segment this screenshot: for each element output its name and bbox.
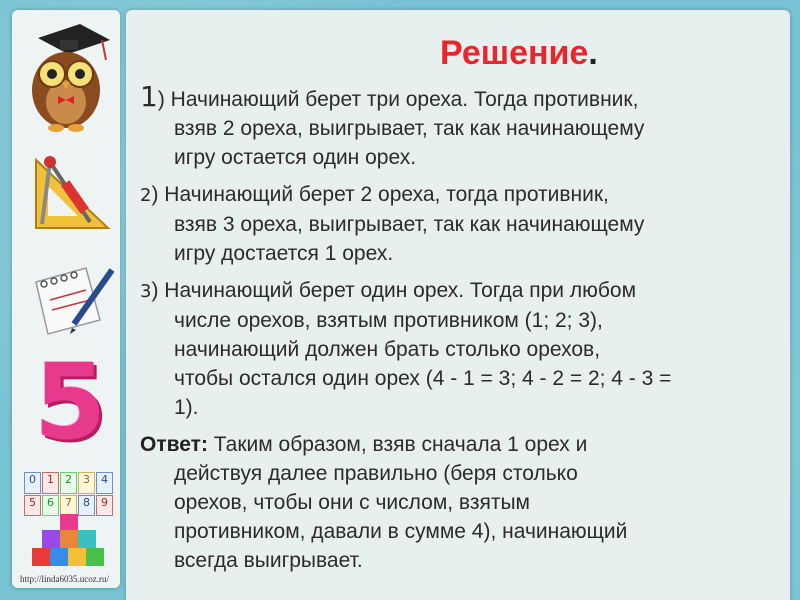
digit-tile: 9 bbox=[96, 495, 113, 517]
line-text: ) Начинающий берет 2 ореха, тогда противник, bbox=[151, 183, 609, 206]
step-number: 1 bbox=[140, 80, 158, 113]
title-text: Решение bbox=[440, 34, 589, 72]
answer-line: всегда выигрывает. bbox=[174, 549, 363, 572]
step-line: 1). bbox=[174, 396, 199, 419]
answer-line bbox=[140, 430, 780, 459]
source-url: http://linda6035.ucoz.ru/ bbox=[20, 574, 109, 584]
answer-block bbox=[140, 430, 780, 575]
step-line bbox=[140, 276, 780, 306]
digit-tile: 0 bbox=[24, 472, 41, 494]
digit-tile: 7 bbox=[60, 495, 77, 517]
solution-step-2 bbox=[140, 180, 780, 268]
solution-text bbox=[140, 82, 780, 583]
digit-tile: 3 bbox=[78, 472, 95, 494]
answer-label: Ответ: bbox=[140, 433, 208, 456]
number-tiles-icon bbox=[24, 472, 112, 516]
digit-tile: 2 bbox=[60, 472, 77, 494]
digit-tile: 8 bbox=[78, 495, 95, 517]
digit-tile: 4 bbox=[96, 472, 113, 494]
step-line: взяв 2 ореха, выигрывает, так как начинающему bbox=[174, 117, 645, 140]
title-dot: . bbox=[588, 34, 598, 72]
step-line: взяв 3 ореха, выигрывает, так как начинающему bbox=[174, 213, 645, 236]
line-text: Таким образом, взяв сначала 1 орех и bbox=[207, 433, 588, 456]
solution-step-1 bbox=[140, 82, 780, 172]
notebook-pen-icon bbox=[26, 262, 116, 342]
digit-tile: 5 bbox=[24, 495, 41, 517]
step-line: игру достается 1 орех. bbox=[174, 242, 394, 265]
line-text: ) Начинающий берет один орех. Тогда при любом bbox=[151, 279, 637, 302]
digit-five-icon: 5 bbox=[34, 341, 107, 463]
step-line: чтобы остался один орех (4 - 1 = 3; 4 - 2 = 2; 4 - 3 = bbox=[174, 367, 672, 390]
step-line: игру остается один орех. bbox=[174, 146, 417, 169]
step-line: начинающий должен брать столько орехов, bbox=[174, 338, 601, 361]
digit-tile: 1 bbox=[42, 472, 59, 494]
line-text: ) Начинающий берет три ореха. Тогда противник, bbox=[157, 88, 639, 111]
toy-cubes-icon bbox=[28, 514, 112, 572]
owl-graduate-icon bbox=[18, 16, 114, 136]
answer-line: действуя далее правильно (беря столько bbox=[174, 462, 578, 485]
answer-line: орехов, чтобы они с числом, взятым bbox=[174, 491, 530, 514]
step-line bbox=[140, 82, 780, 114]
answer-line: противником, давали в сумме 4), начинающий bbox=[174, 520, 628, 543]
step-line: числе орехов, взятым противником (1; 2; 3), bbox=[174, 309, 603, 332]
digit-tile: 6 bbox=[42, 495, 59, 517]
solution-step-3 bbox=[140, 276, 780, 422]
slide-title bbox=[440, 34, 598, 73]
step-number: 3 bbox=[140, 281, 152, 302]
step-number: 2 bbox=[140, 185, 152, 206]
step-line bbox=[140, 180, 780, 210]
compass-ruler-icon bbox=[30, 152, 114, 236]
